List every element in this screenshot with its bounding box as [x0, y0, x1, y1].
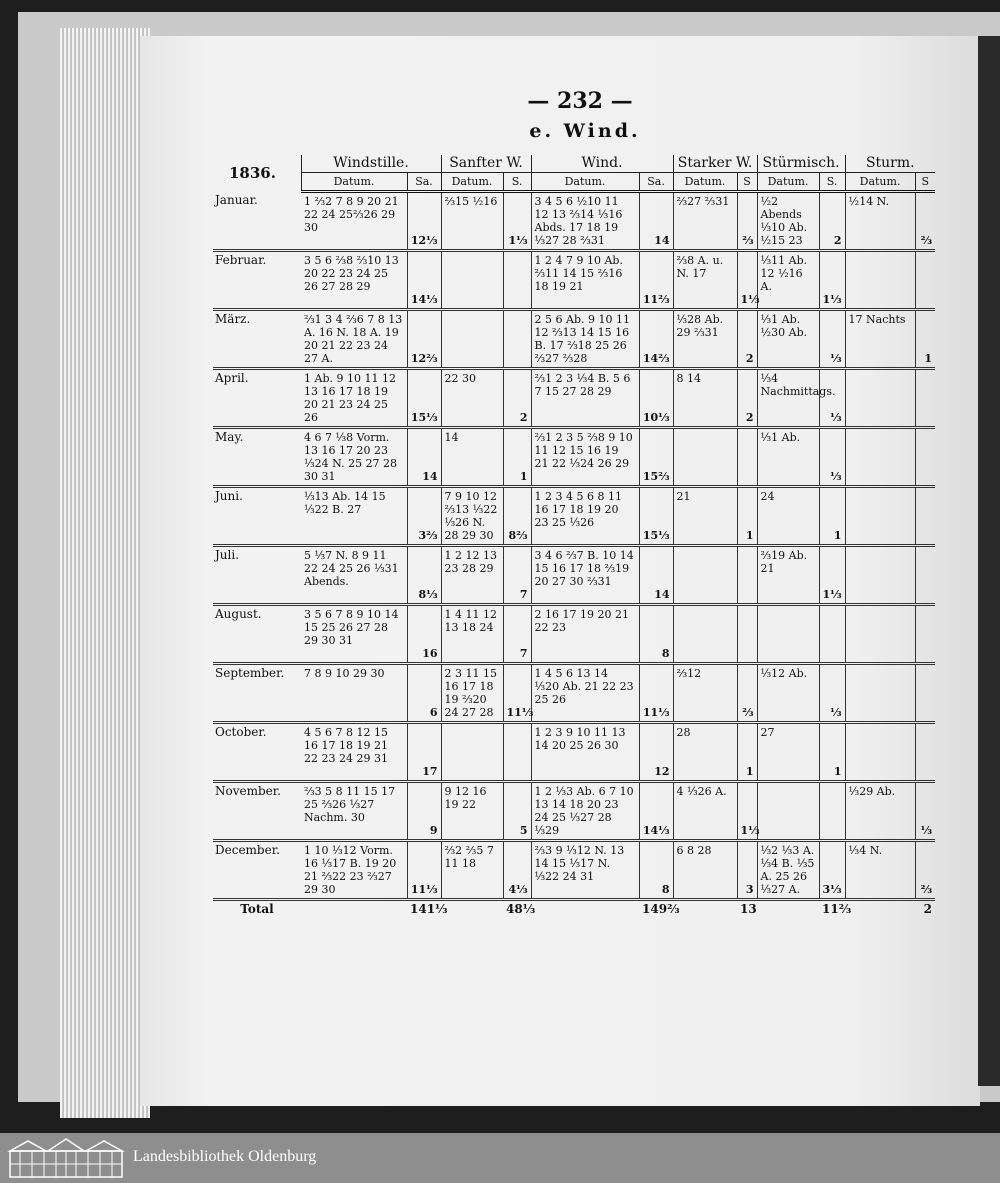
sum-cell: 5 [503, 782, 531, 841]
month-label: December. [215, 843, 280, 857]
sum-cell: 10⅓ [639, 369, 673, 428]
month-label: Februar. [215, 253, 267, 267]
date-cell: 22 30 [441, 369, 503, 428]
date-cell: ⅔3 9 ⅓12 N. 13 14 15 ⅓17 N. ⅓22 24 31 [531, 841, 639, 900]
footer-bar [0, 1133, 1000, 1183]
table-row [213, 782, 935, 841]
sum-cell: 2 [737, 310, 757, 369]
library-name: Landesbibliothek Oldenburg [133, 1148, 317, 1165]
month-label: April. [215, 371, 249, 385]
table-row [213, 428, 935, 487]
date-cell: 3 4 6 ⅔7 B. 10 14 15 16 17 18 ⅔19 20 27 30 ⅔31 [531, 546, 639, 605]
total-windstille: 141⅓ [407, 900, 441, 922]
date-cell: ⅔19 Ab. 21 [757, 546, 819, 605]
sum-cell [915, 251, 935, 310]
month-label: Januar. [215, 192, 258, 207]
date-cell: 14 [441, 428, 503, 487]
sum-cell [737, 428, 757, 487]
date-cell: 3 4 5 6 ½10 11 12 13 ⅔14 ⅓16 Abds. 17 18 19 ⅓27 28 ⅔31 [531, 192, 639, 251]
sum-cell: 16 [407, 605, 441, 664]
date-cell: 1 10 ⅓12 Vorm. 16 ⅓17 B. 19 20 21 ⅔22 23 ⅔27 29 30 [301, 841, 407, 900]
date-cell: 6 8 28 [673, 841, 737, 900]
date-cell: 4 6 7 ⅓8 Vorm. 13 16 17 20 23 ⅓24 N. 25 27 28 30 31 [301, 428, 407, 487]
date-cell: ⅔27 ⅔31 [673, 192, 737, 251]
date-cell [845, 546, 915, 605]
sum-cell: 1 [819, 723, 845, 782]
month-label: März. [215, 312, 251, 326]
sum-cell: ⅔ [737, 192, 757, 251]
date-cell [673, 605, 737, 664]
group-wind: Wind. [531, 155, 673, 173]
subhead-datum: Datum. [441, 173, 503, 192]
month-label: September. [215, 666, 285, 680]
date-cell: 21 [673, 487, 737, 546]
sum-cell: 11⅓ [407, 841, 441, 900]
subhead-datum: Datum. [845, 173, 915, 192]
sum-cell: 2 [503, 369, 531, 428]
sum-cell: 11⅓ [639, 664, 673, 723]
group-sanfter-wind: Sanfter W. [441, 155, 531, 173]
date-cell [673, 546, 737, 605]
sum-cell: 1⅓ [819, 251, 845, 310]
table-row [213, 841, 935, 900]
sum-cell: 4⅓ [503, 841, 531, 900]
month-label: May. [215, 430, 244, 444]
date-cell: 1 2 3 4 5 6 8 11 16 17 18 19 20 23 25 ⅓26 [531, 487, 639, 546]
subhead-sum: S. [819, 173, 845, 192]
date-cell: 2 3 11 15 16 17 18 19 ⅔20 24 27 28 [441, 664, 503, 723]
date-cell [845, 723, 915, 782]
date-cell: ½14 N. [845, 192, 915, 251]
sum-cell: 8 [639, 605, 673, 664]
sum-cell: 14 [639, 546, 673, 605]
total-label: Total [213, 900, 301, 922]
total-sturm: 2 [915, 900, 935, 922]
date-cell: ⅓4 N. [845, 841, 915, 900]
date-cell: 1 2 12 13 23 28 29 [441, 546, 503, 605]
date-cell: ⅓2 ⅓3 A. ⅓4 B. ⅓5 A. 25 26 ⅓27 A. [757, 841, 819, 900]
sum-cell: 11⅓ [503, 664, 531, 723]
month-label: Juni. [215, 489, 243, 503]
sum-cell [915, 723, 935, 782]
date-cell: ⅔8 A. u. N. 17 [673, 251, 737, 310]
sum-cell: 12⅓ [407, 192, 441, 251]
date-cell: ⅓29 Ab. [845, 782, 915, 841]
date-cell: 2 16 17 19 20 21 22 23 [531, 605, 639, 664]
date-cell: ⅔1 3 4 ⅔6 7 8 13 A. 16 N. 18 A. 19 20 21 22 23 24 27 A. [301, 310, 407, 369]
total-sanfter-wind: 48⅓ [503, 900, 531, 922]
subhead-datum: Datum. [531, 173, 639, 192]
sum-cell: 15⅔ [639, 428, 673, 487]
date-cell: 1 4 5 6 13 14 ⅓20 Ab. 21 22 23 25 26 [531, 664, 639, 723]
sum-cell: 12⅔ [407, 310, 441, 369]
subhead-datum: Datum. [757, 173, 819, 192]
date-cell: 3 5 6 7 8 9 10 14 15 25 26 27 28 29 30 31 [301, 605, 407, 664]
date-cell: 8 14 [673, 369, 737, 428]
date-cell: 1 4 11 12 13 18 24 [441, 605, 503, 664]
date-cell: 7 8 9 10 29 30 [301, 664, 407, 723]
date-cell [845, 251, 915, 310]
date-cell: 2 5 6 Ab. 9 10 11 12 ⅔13 14 15 16 B. 17 ⅔18 25 26 ⅔27 ⅔28 [531, 310, 639, 369]
sum-cell: 3⅓ [819, 841, 845, 900]
sum-cell: 8⅔ [503, 487, 531, 546]
sum-cell: 1⅓ [737, 251, 757, 310]
sum-cell: 3 [737, 841, 757, 900]
sum-cell: 14⅓ [407, 251, 441, 310]
sum-cell [915, 664, 935, 723]
date-cell: 7 9 10 12 ⅔13 ⅓22 ⅓26 N. 28 29 30 [441, 487, 503, 546]
sum-cell: 8⅓ [407, 546, 441, 605]
sum-cell: 7 [503, 546, 531, 605]
sum-cell: 14 [407, 428, 441, 487]
date-cell [673, 428, 737, 487]
sum-cell: 1 [819, 487, 845, 546]
sum-cell: ⅓ [819, 428, 845, 487]
date-cell: 28 [673, 723, 737, 782]
sum-cell: 1⅓ [503, 192, 531, 251]
date-cell: 4 5 6 7 8 12 15 16 17 18 19 21 22 23 24 29 31 [301, 723, 407, 782]
date-cell: ⅔3 5 8 11 15 17 25 ⅔26 ⅓27 Nachm. 30 [301, 782, 407, 841]
total-wind: 149⅔ [639, 900, 673, 922]
date-cell: ⅓12 Ab. [757, 664, 819, 723]
sum-cell: 14⅓ [639, 782, 673, 841]
sum-cell: ⅔ [737, 664, 757, 723]
group-stuermisch: Stürmisch. [757, 155, 845, 173]
sum-cell [915, 428, 935, 487]
date-cell: ⅔1 2 3 ⅓4 B. 5 6 7 15 27 28 29 [531, 369, 639, 428]
sum-cell [819, 782, 845, 841]
group-sturm: Sturm. [845, 155, 935, 173]
sum-cell: 1⅓ [737, 782, 757, 841]
group-starker-wind: Starker W. [673, 155, 757, 173]
sum-cell: 9 [407, 782, 441, 841]
sum-cell: ⅓ [819, 310, 845, 369]
subhead-sum: Sa. [407, 173, 441, 192]
date-cell: 1 2 ⅓3 Ab. 6 7 10 13 14 18 20 23 24 25 ⅓27 28 ⅓29 [531, 782, 639, 841]
table-row [213, 251, 935, 310]
sum-cell: 1⅓ [819, 546, 845, 605]
date-cell [845, 487, 915, 546]
wind-table [213, 155, 935, 921]
sum-cell: 1 [737, 723, 757, 782]
table-row [213, 546, 935, 605]
table-row [213, 605, 935, 664]
month-label: November. [215, 784, 281, 798]
date-cell [757, 605, 819, 664]
date-cell [845, 605, 915, 664]
sum-cell: ⅓ [920, 824, 933, 837]
sum-cell: 7 [503, 605, 531, 664]
sum-cell [503, 723, 531, 782]
table-body [213, 192, 935, 900]
sum-cell: 15⅓ [407, 369, 441, 428]
sum-cell: 3⅔ [407, 487, 441, 546]
table-row [213, 369, 935, 428]
sum-cell: 8 [639, 841, 673, 900]
sum-cell: 14 [639, 192, 673, 251]
sum-cell [819, 605, 845, 664]
sum-cell: 17 [407, 723, 441, 782]
sum-cell: ⅔ [920, 234, 933, 247]
sum-cell [503, 251, 531, 310]
library-building-icon [8, 1137, 124, 1179]
date-cell: 27 [757, 723, 819, 782]
sum-cell [915, 369, 935, 428]
date-cell: ⅔12 [673, 664, 737, 723]
sum-cell: 14⅔ [639, 310, 673, 369]
page-shadow [978, 36, 1000, 1086]
group-windstille: Windstille. [301, 155, 441, 173]
subhead-sum: S. [503, 173, 531, 192]
table-row [213, 723, 935, 782]
sum-cell [915, 605, 935, 664]
sum-cell: 2 [819, 192, 845, 251]
date-cell [757, 782, 819, 841]
subhead-sum: S [737, 173, 757, 192]
sum-cell [737, 546, 757, 605]
total-row [213, 900, 935, 922]
sum-cell [737, 605, 757, 664]
total-starker-wind: 13 [737, 900, 757, 922]
date-cell: 5 ⅓7 N. 8 9 11 22 24 25 26 ⅓31 Abends. [301, 546, 407, 605]
sum-cell: ⅔ [920, 883, 933, 896]
date-cell [845, 664, 915, 723]
date-cell [845, 369, 915, 428]
date-cell: 24 [757, 487, 819, 546]
sum-cell: 12 [639, 723, 673, 782]
sum-cell: 1 [924, 352, 933, 365]
date-cell: 9 12 16 19 22 [441, 782, 503, 841]
date-cell: 4 ⅓26 A. [673, 782, 737, 841]
date-cell: ⅓4 Nachmittags. [757, 369, 819, 428]
date-cell [441, 310, 503, 369]
table-row [213, 664, 935, 723]
total-stuermisch: 11⅔ [819, 900, 845, 922]
table-row [213, 192, 935, 251]
date-cell: ½2 Abends ⅓10 Ab. ½15 23 [757, 192, 819, 251]
sum-cell [915, 487, 935, 546]
year-heading: 1836. [213, 155, 301, 192]
subhead-sum: Sa. [639, 173, 673, 192]
sum-cell: 15⅓ [639, 487, 673, 546]
date-cell: 1 Ab. 9 10 11 12 13 16 17 18 19 20 21 23 24 25 26 [301, 369, 407, 428]
date-cell: ⅓11 Ab. 12 ½16 A. [757, 251, 819, 310]
date-cell [441, 251, 503, 310]
date-cell: ⅓1 Ab. [757, 428, 819, 487]
table-row [213, 487, 935, 546]
date-cell: ⅔15 ½16 [441, 192, 503, 251]
month-label: October. [215, 725, 267, 739]
date-cell [441, 723, 503, 782]
date-cell: 1 2 4 7 9 10 Ab. ⅔11 14 15 ⅔16 18 19 21 [531, 251, 639, 310]
date-cell: ⅓1 Ab. ½30 Ab. [757, 310, 819, 369]
page-edges [60, 28, 150, 1118]
date-cell: 17 Nachts [845, 310, 915, 369]
sum-cell [915, 546, 935, 605]
page-number: — 232 — [527, 88, 633, 114]
sum-cell: 11⅔ [639, 251, 673, 310]
section-title: e. Wind. [529, 120, 641, 142]
date-cell: 3 5 6 ⅔8 ⅔10 13 20 22 23 24 25 26 27 28 29 [301, 251, 407, 310]
sum-cell [503, 310, 531, 369]
sum-cell: 6 [407, 664, 441, 723]
date-cell: ⅔1 2 3 5 ⅔8 9 10 11 12 15 16 19 21 22 ⅓24 26 29 [531, 428, 639, 487]
sum-cell: 2 [737, 369, 757, 428]
date-cell: ⅓28 Ab. 29 ⅔31 [673, 310, 737, 369]
subhead-datum: Datum. [673, 173, 737, 192]
sum-cell: 1 [737, 487, 757, 546]
month-label: August. [215, 607, 262, 621]
sum-cell: ⅓ [819, 664, 845, 723]
date-cell: ⅔2 ⅔5 7 11 18 [441, 841, 503, 900]
subhead-sum: S [915, 173, 935, 192]
subhead-datum: Datum. [301, 173, 407, 192]
date-cell: 1 2 3 9 10 11 13 14 20 25 26 30 [531, 723, 639, 782]
month-label: Juli. [215, 548, 240, 562]
sum-cell: 1 [503, 428, 531, 487]
date-cell [845, 428, 915, 487]
sum-cell: ⅓ [819, 369, 845, 428]
table-row [213, 310, 935, 369]
date-cell: 1 ⅔2 7 8 9 20 21 22 24 25⅔26 29 30 [301, 192, 407, 251]
date-cell: ⅓13 Ab. 14 15 ⅓22 B. 27 [301, 487, 407, 546]
